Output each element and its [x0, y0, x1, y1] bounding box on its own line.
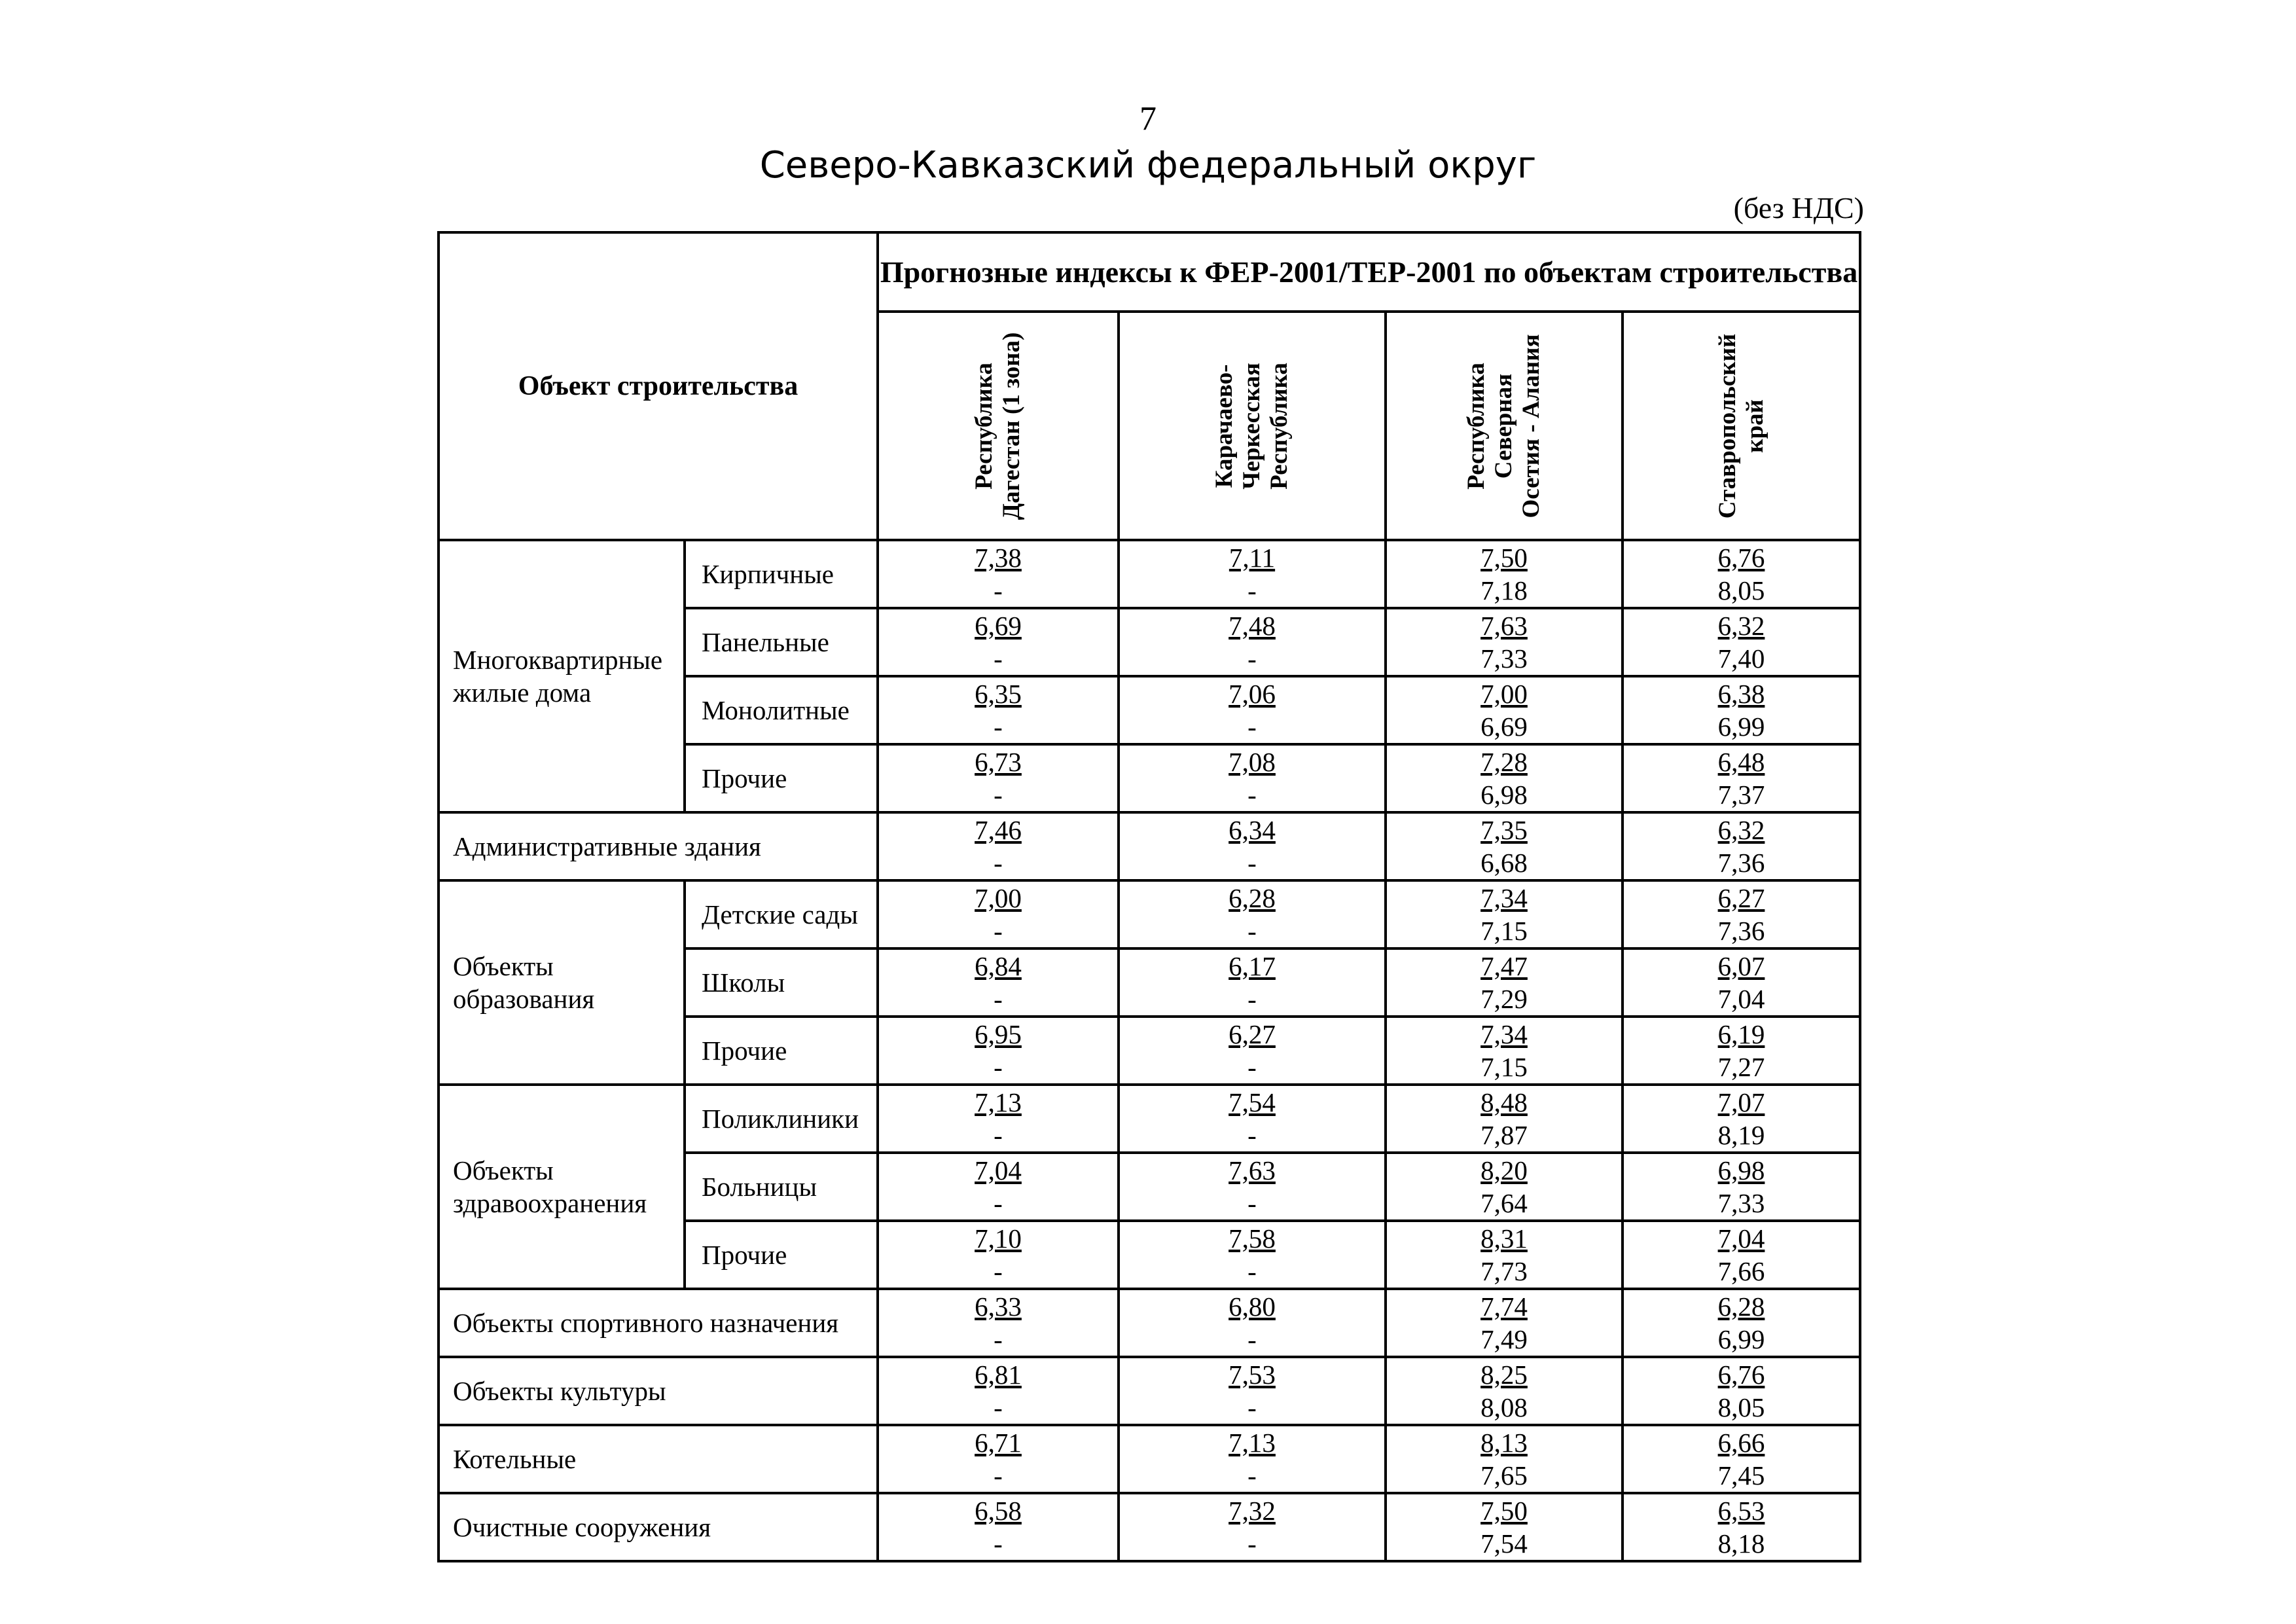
object-label: Объекты спортивного назначения — [439, 1289, 878, 1357]
index-value-primary: 6,27 — [1717, 883, 1765, 913]
value-cell — [1623, 1289, 1860, 1357]
value-cell — [1119, 1425, 1386, 1493]
table-row — [439, 1357, 1860, 1425]
index-value-primary: 7,46 — [975, 815, 1022, 845]
index-value-primary: 7,34 — [1480, 883, 1528, 913]
index-value-primary: 7,35 — [1480, 815, 1528, 845]
index-value-secondary: - — [1247, 575, 1257, 605]
object-label: Очистные сооружения — [439, 1493, 878, 1561]
column-header-line: Ставропольский — [1713, 333, 1741, 518]
index-value-secondary: - — [994, 916, 1003, 946]
value-cell — [1623, 880, 1860, 948]
index-value-secondary: - — [1247, 712, 1257, 742]
index-value-primary: 7,13 — [1229, 1428, 1276, 1458]
table-row — [439, 540, 1860, 608]
index-value-primary: 8,13 — [1480, 1428, 1528, 1458]
value-cell — [1119, 608, 1386, 676]
value-cell — [1623, 948, 1860, 1017]
index-value-primary: 6,58 — [975, 1496, 1022, 1526]
value-cell — [878, 880, 1119, 948]
index-value-secondary: 7,40 — [1717, 643, 1765, 674]
index-value-secondary: 6,69 — [1480, 712, 1528, 742]
index-value-secondary: - — [994, 1052, 1003, 1082]
index-value-primary: 6,32 — [1717, 815, 1765, 845]
index-value-secondary: - — [1247, 1324, 1257, 1354]
value-cell — [1623, 1153, 1860, 1221]
index-value-primary: 6,76 — [1717, 543, 1765, 573]
index-value-secondary: 7,37 — [1717, 780, 1765, 810]
value-cell — [1119, 880, 1386, 948]
object-label: Объекты культуры — [439, 1357, 878, 1425]
value-cell — [878, 744, 1119, 812]
index-value-primary: 7,53 — [1229, 1360, 1276, 1390]
value-cell — [1623, 676, 1860, 744]
index-value-secondary: - — [1247, 1052, 1257, 1082]
index-value-primary: 7,63 — [1229, 1155, 1276, 1185]
index-value-primary: 6,38 — [1717, 679, 1765, 709]
index-value-primary: 6,07 — [1717, 951, 1765, 981]
column-header-4 — [1623, 312, 1860, 540]
index-value-secondary: 7,65 — [1480, 1460, 1528, 1490]
index-value-primary: 7,50 — [1480, 543, 1528, 573]
index-value-secondary: 8,08 — [1480, 1392, 1528, 1422]
index-value-primary: 6,71 — [975, 1428, 1022, 1458]
value-cell — [1623, 1085, 1860, 1153]
value-cell — [1386, 1221, 1623, 1289]
value-cell — [878, 1493, 1119, 1561]
value-cell — [1386, 880, 1623, 948]
index-value-primary: 7,48 — [1229, 611, 1276, 641]
index-value-primary: 6,95 — [975, 1019, 1022, 1049]
value-cell — [878, 540, 1119, 608]
index-value-secondary: - — [994, 1324, 1003, 1354]
group-label: Объекты образования — [439, 880, 685, 1085]
table-row — [439, 1085, 1860, 1153]
index-value-secondary: - — [994, 1528, 1003, 1559]
value-cell — [1386, 1357, 1623, 1425]
value-cell — [1386, 1017, 1623, 1085]
index-value-secondary: - — [994, 1392, 1003, 1422]
value-cell — [1119, 1289, 1386, 1357]
index-value-primary: 7,08 — [1229, 747, 1276, 777]
index-value-secondary: 6,98 — [1480, 780, 1528, 810]
table-row — [439, 1493, 1860, 1561]
index-value-secondary: - — [994, 780, 1003, 810]
index-value-secondary: - — [1247, 780, 1257, 810]
index-value-secondary: 7,18 — [1480, 575, 1528, 605]
index-value-primary: 7,04 — [975, 1155, 1022, 1185]
subtype-label: Больницы — [685, 1153, 878, 1221]
column-header-line: Республика — [1463, 362, 1490, 490]
index-value-secondary: 7,36 — [1717, 916, 1765, 946]
index-value-secondary: 7,36 — [1717, 848, 1765, 878]
value-cell — [1119, 540, 1386, 608]
column-header-line: Северная — [1490, 373, 1517, 478]
value-cell — [1119, 812, 1386, 880]
index-value-secondary: - — [1247, 984, 1257, 1014]
index-value-secondary: 7,15 — [1480, 916, 1528, 946]
subtype-label: Прочие — [685, 1017, 878, 1085]
column-header-line: край — [1741, 399, 1768, 453]
column-header-line: Дагестан (1 зона) — [998, 332, 1025, 520]
index-value-secondary: - — [1247, 643, 1257, 674]
index-value-secondary: 7,54 — [1480, 1528, 1528, 1559]
index-value-primary: 6,81 — [975, 1360, 1022, 1390]
index-value-primary: 7,74 — [1480, 1291, 1528, 1322]
index-value-secondary: - — [994, 1188, 1003, 1218]
index-value-primary: 7,13 — [975, 1087, 1022, 1117]
value-cell — [1119, 1153, 1386, 1221]
value-cell — [1623, 1357, 1860, 1425]
value-cell — [1119, 676, 1386, 744]
value-cell — [878, 1221, 1119, 1289]
value-cell — [1119, 1357, 1386, 1425]
value-cell — [1386, 812, 1623, 880]
value-cell — [878, 1153, 1119, 1221]
column-header-line: Республика — [971, 362, 997, 490]
value-cell — [1386, 744, 1623, 812]
value-cell — [1386, 540, 1623, 608]
index-value-secondary: 7,15 — [1480, 1052, 1528, 1082]
index-value-secondary: - — [994, 643, 1003, 674]
subtype-label: Прочие — [685, 744, 878, 812]
value-cell — [1119, 1221, 1386, 1289]
index-value-primary: 6,69 — [975, 611, 1022, 641]
subtype-label: Поликлиники — [685, 1085, 878, 1153]
index-value-primary: 6,27 — [1229, 1019, 1276, 1049]
index-value-secondary: 7,87 — [1480, 1120, 1528, 1150]
value-cell — [1623, 608, 1860, 676]
index-value-primary: 7,34 — [1480, 1019, 1528, 1049]
index-value-primary: 7,00 — [975, 883, 1022, 913]
value-cell — [1119, 1493, 1386, 1561]
index-value-secondary: 8,05 — [1717, 575, 1765, 605]
value-cell — [1386, 1153, 1623, 1221]
index-value-primary: 6,35 — [975, 679, 1022, 709]
value-cell — [1623, 1425, 1860, 1493]
index-value-secondary: - — [994, 1120, 1003, 1150]
value-cell — [1623, 1017, 1860, 1085]
index-value-secondary: 6,99 — [1717, 712, 1765, 742]
index-value-primary: 7,10 — [975, 1223, 1022, 1254]
value-cell — [878, 812, 1119, 880]
index-value-primary: 7,50 — [1480, 1496, 1528, 1526]
value-cell — [1386, 676, 1623, 744]
index-value-secondary: 8,18 — [1717, 1528, 1765, 1559]
index-value-primary: 6,84 — [975, 951, 1022, 981]
index-value-primary: 6,32 — [1717, 611, 1765, 641]
index-value-secondary: - — [994, 984, 1003, 1014]
group-label: Многоквартирные жилые дома — [439, 540, 685, 812]
index-value-secondary: - — [994, 848, 1003, 878]
index-value-primary: 6,80 — [1229, 1291, 1276, 1322]
column-header-1 — [878, 312, 1119, 540]
index-value-primary: 7,06 — [1229, 679, 1276, 709]
group-label: Объекты здравоохранения — [439, 1085, 685, 1289]
index-value-primary: 6,34 — [1229, 815, 1276, 845]
subtype-label: Детские сады — [685, 880, 878, 948]
index-value-primary: 8,48 — [1480, 1087, 1528, 1117]
index-value-primary: 6,19 — [1717, 1019, 1765, 1049]
value-cell — [1386, 1425, 1623, 1493]
value-cell — [878, 676, 1119, 744]
index-value-primary: 6,28 — [1717, 1291, 1765, 1322]
subtype-label: Школы — [685, 948, 878, 1017]
index-value-primary: 6,66 — [1717, 1428, 1765, 1458]
value-cell — [878, 1425, 1119, 1493]
value-cell — [1623, 812, 1860, 880]
index-value-secondary: - — [994, 1460, 1003, 1490]
index-value-secondary: - — [1247, 916, 1257, 946]
index-value-secondary: 7,33 — [1717, 1188, 1765, 1218]
index-group-header: Прогнозные индексы к ФЕР-2001/ТЕР-2001 по объектам строительства — [878, 232, 1860, 312]
column-header-line: Осетия - Алания — [1518, 333, 1545, 518]
value-cell — [1119, 948, 1386, 1017]
index-value-primary: 7,28 — [1480, 747, 1528, 777]
index-value-primary: 8,25 — [1480, 1360, 1528, 1390]
index-value-secondary: 7,33 — [1480, 643, 1528, 674]
index-value-secondary: - — [1247, 1528, 1257, 1559]
value-cell — [1119, 1017, 1386, 1085]
index-value-primary: 6,17 — [1229, 951, 1276, 981]
index-value-primary: 7,58 — [1229, 1223, 1276, 1254]
index-value-primary: 8,20 — [1480, 1155, 1528, 1185]
object-label: Котельные — [439, 1425, 878, 1493]
column-header-line: Карачаево- — [1211, 364, 1238, 488]
value-cell — [878, 608, 1119, 676]
index-value-primary: 6,73 — [975, 747, 1022, 777]
index-value-primary: 7,07 — [1717, 1087, 1765, 1117]
index-value-primary: 7,38 — [975, 543, 1022, 573]
object-header: Объект строительства — [439, 232, 878, 540]
page-number: 7 — [1139, 100, 1157, 137]
value-cell — [1623, 1221, 1860, 1289]
index-value-primary: 7,32 — [1229, 1496, 1276, 1526]
object-label: Административные здания — [439, 812, 878, 880]
table-row — [439, 1289, 1860, 1357]
value-cell — [878, 948, 1119, 1017]
index-value-secondary: - — [994, 575, 1003, 605]
index-value-secondary: 8,19 — [1717, 1120, 1765, 1150]
value-cell — [1623, 540, 1860, 608]
subtype-label: Монолитные — [685, 676, 878, 744]
index-value-primary: 6,53 — [1717, 1496, 1765, 1526]
index-value-secondary: - — [1247, 1256, 1257, 1286]
subtype-label: Панельные — [685, 608, 878, 676]
index-value-secondary: 7,64 — [1480, 1188, 1528, 1218]
value-cell — [1386, 1085, 1623, 1153]
index-value-secondary: - — [1247, 1120, 1257, 1150]
index-value-secondary: 7,27 — [1717, 1052, 1765, 1082]
index-table — [437, 231, 1861, 1562]
index-value-secondary: - — [1247, 1392, 1257, 1422]
index-value-primary: 7,11 — [1229, 543, 1276, 573]
subtype-label: Прочие — [685, 1221, 878, 1289]
index-value-secondary: - — [994, 1256, 1003, 1286]
index-value-secondary: 8,05 — [1717, 1392, 1765, 1422]
index-value-secondary: 7,29 — [1480, 984, 1528, 1014]
value-cell — [878, 1017, 1119, 1085]
index-value-primary: 7,04 — [1717, 1223, 1765, 1254]
index-value-secondary: 7,73 — [1480, 1256, 1528, 1286]
index-value-secondary: 7,04 — [1717, 984, 1765, 1014]
index-value-primary: 7,54 — [1229, 1087, 1276, 1117]
index-value-secondary: 6,68 — [1480, 848, 1528, 878]
value-cell — [1386, 948, 1623, 1017]
index-value-primary: 7,00 — [1480, 679, 1528, 709]
value-cell — [878, 1357, 1119, 1425]
index-value-secondary: - — [1247, 1188, 1257, 1218]
value-cell — [1119, 1085, 1386, 1153]
value-cell — [878, 1289, 1119, 1357]
index-value-secondary: - — [1247, 1460, 1257, 1490]
index-value-primary: 7,63 — [1480, 611, 1528, 641]
value-cell — [1623, 744, 1860, 812]
index-value-primary: 6,28 — [1229, 883, 1276, 913]
subtype-label: Кирпичные — [685, 540, 878, 608]
index-value-secondary: 6,99 — [1717, 1324, 1765, 1354]
table-row — [439, 812, 1860, 880]
index-value-primary: 7,47 — [1480, 951, 1528, 981]
index-value-secondary: 7,49 — [1480, 1324, 1528, 1354]
index-value-primary: 6,98 — [1717, 1155, 1765, 1185]
column-header-3 — [1386, 312, 1623, 540]
value-cell — [878, 1085, 1119, 1153]
index-value-secondary: 7,45 — [1717, 1460, 1765, 1490]
index-value-secondary: 7,66 — [1717, 1256, 1765, 1286]
index-value-primary: 6,76 — [1717, 1360, 1765, 1390]
index-value-primary: 6,33 — [975, 1291, 1022, 1322]
index-value-secondary: - — [994, 712, 1003, 742]
vat-note: (без НДС) — [1733, 191, 1864, 225]
table-row — [439, 880, 1860, 948]
index-value-primary: 8,31 — [1480, 1223, 1528, 1254]
index-value-secondary: - — [1247, 848, 1257, 878]
table-row — [439, 1425, 1860, 1493]
column-header-line: Черкесская — [1238, 362, 1265, 490]
value-cell — [1119, 744, 1386, 812]
column-header-2 — [1119, 312, 1386, 540]
column-header-line: Республика — [1266, 362, 1293, 490]
value-cell — [1386, 1289, 1623, 1357]
index-value-primary: 6,48 — [1717, 747, 1765, 777]
value-cell — [1386, 1493, 1623, 1561]
value-cell — [1386, 608, 1623, 676]
page-title: Северо-Кавказский федеральный округ — [759, 144, 1537, 187]
value-cell — [1623, 1493, 1860, 1561]
